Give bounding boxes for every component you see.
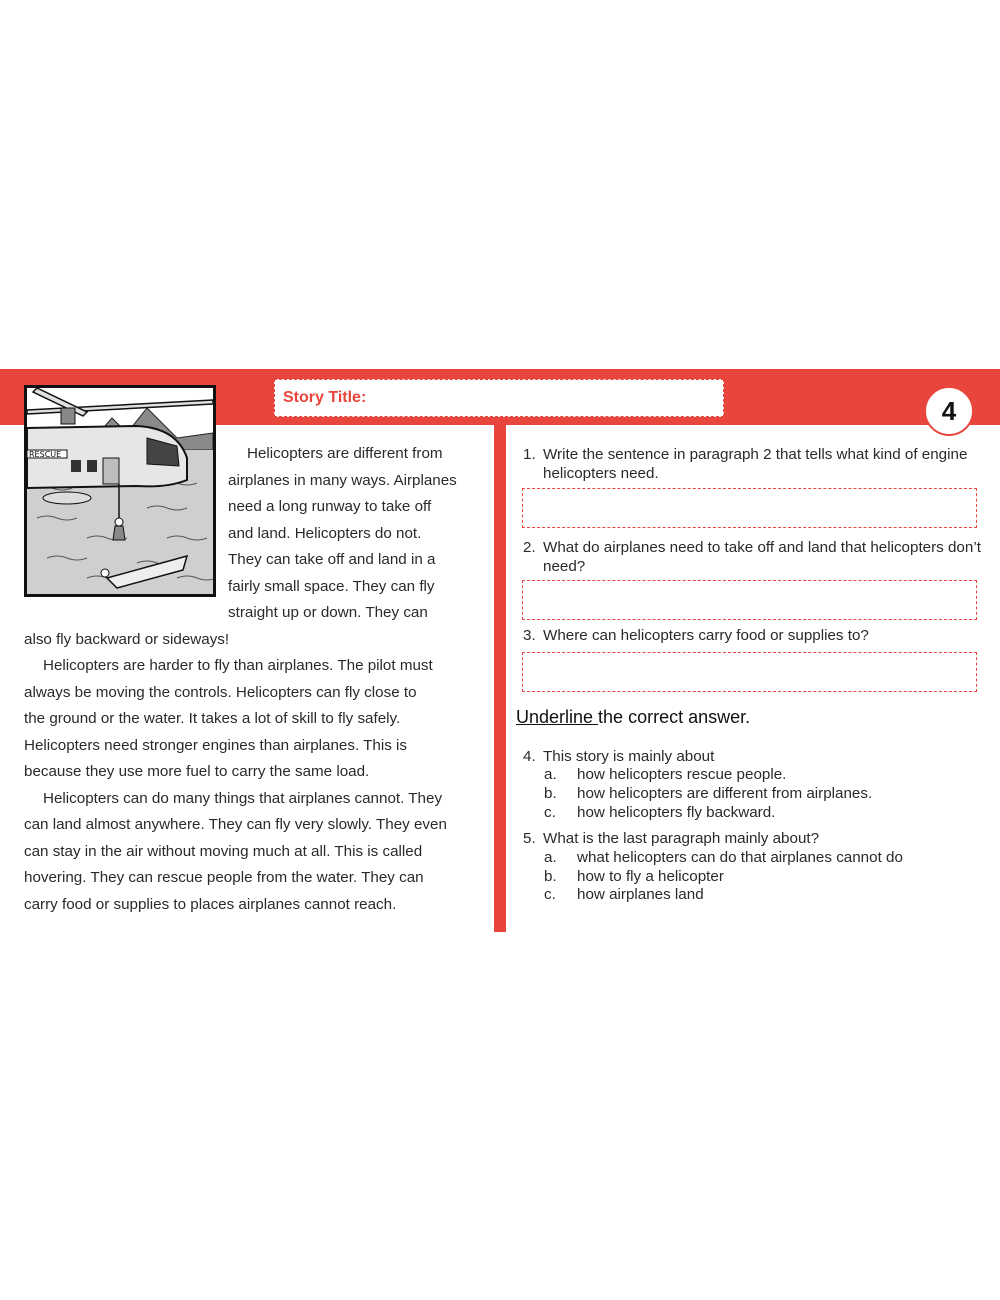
question-text: What is the last paragraph mainly about? <box>543 830 820 847</box>
helicopter-drawing-icon <box>27 388 213 594</box>
story-line: hovering. They can rescue people from the water. They can <box>24 869 424 886</box>
question-text: Write the sentence in paragraph 2 that tells what kind of engine helicopters need. <box>543 446 968 482</box>
option-text: how to fly a helicopter <box>577 868 724 885</box>
question-text: Where can helicopters carry food or supplies to? <box>543 627 869 644</box>
story-line: Helicopters need stronger engines than airplanes. This is <box>24 737 408 754</box>
story-line: Helicopters are harder to fly than airplanes. The pilot must <box>43 657 433 674</box>
rescue-helicopter-illustration <box>24 385 216 597</box>
instruction-rest: the correct answer. <box>598 707 751 727</box>
instruction-text <box>516 707 750 728</box>
question-number: 2. <box>523 539 536 556</box>
question-number: 4. <box>523 748 536 765</box>
story-line: They can take off and land in a <box>228 551 436 568</box>
question-text: This story is mainly about <box>543 748 715 765</box>
story-line: fairly small space. They can fly <box>228 578 435 595</box>
story-title-field[interactable] <box>274 379 724 417</box>
story-line: also fly backward or sideways! <box>24 631 230 648</box>
answer-box-2[interactable] <box>522 580 977 620</box>
option-text: how helicopters fly backward. <box>577 804 776 821</box>
story-line: airplanes in many ways. Airplanes <box>228 472 457 489</box>
story-line: and land. Helicopters do not. <box>228 525 422 542</box>
page-number-badge: 4 <box>924 386 974 436</box>
story-line: the ground or the water. It takes a lot of skill to fly safely. <box>24 710 401 727</box>
story-line: can land almost anywhere. They can fly very slowly. They even <box>24 816 447 833</box>
option-letter: a. <box>544 766 557 783</box>
question-text: What do airplanes need to take off and land that helicopters don’t need? <box>543 539 981 575</box>
option-letter: c. <box>544 804 556 821</box>
story-line: carry food or supplies to places airplanes cannot reach. <box>24 896 397 913</box>
column-divider <box>494 425 506 932</box>
story-line: can stay in the air without moving much at all. This is called <box>24 843 423 860</box>
story-line: straight up or down. They can <box>228 604 428 621</box>
answer-box-3[interactable] <box>522 652 977 692</box>
option-text: what helicopters can do that airplanes cannot do <box>577 849 903 866</box>
story-line: because they use more fuel to carry the same load. <box>24 763 370 780</box>
question-number: 3. <box>523 627 536 644</box>
question-5 <box>523 829 983 848</box>
option-text: how helicopters are different from airplanes. <box>577 785 873 802</box>
story-title-label: Story Title: <box>283 389 367 406</box>
question-4 <box>523 747 983 766</box>
question-number: 1. <box>523 446 536 463</box>
option-letter: b. <box>544 868 557 885</box>
option-letter: b. <box>544 785 557 802</box>
story-line: always be moving the controls. Helicopters can fly close to <box>24 684 417 701</box>
option-letter: a. <box>544 849 557 866</box>
story-line: need a long runway to take off <box>228 498 432 515</box>
instruction-underlined: Underline <box>516 707 599 727</box>
story-line: Helicopters are different from <box>247 445 443 462</box>
rescue-sign-text: RESCUE <box>29 450 62 459</box>
question-number: 5. <box>523 830 536 847</box>
option-letter: c. <box>544 886 556 903</box>
option-text: how helicopters rescue people. <box>577 766 787 783</box>
story-line: Helicopters can do many things that airplanes cannot. They <box>43 790 443 807</box>
option-text: how airplanes land <box>577 886 704 903</box>
answer-box-1[interactable] <box>522 488 977 528</box>
